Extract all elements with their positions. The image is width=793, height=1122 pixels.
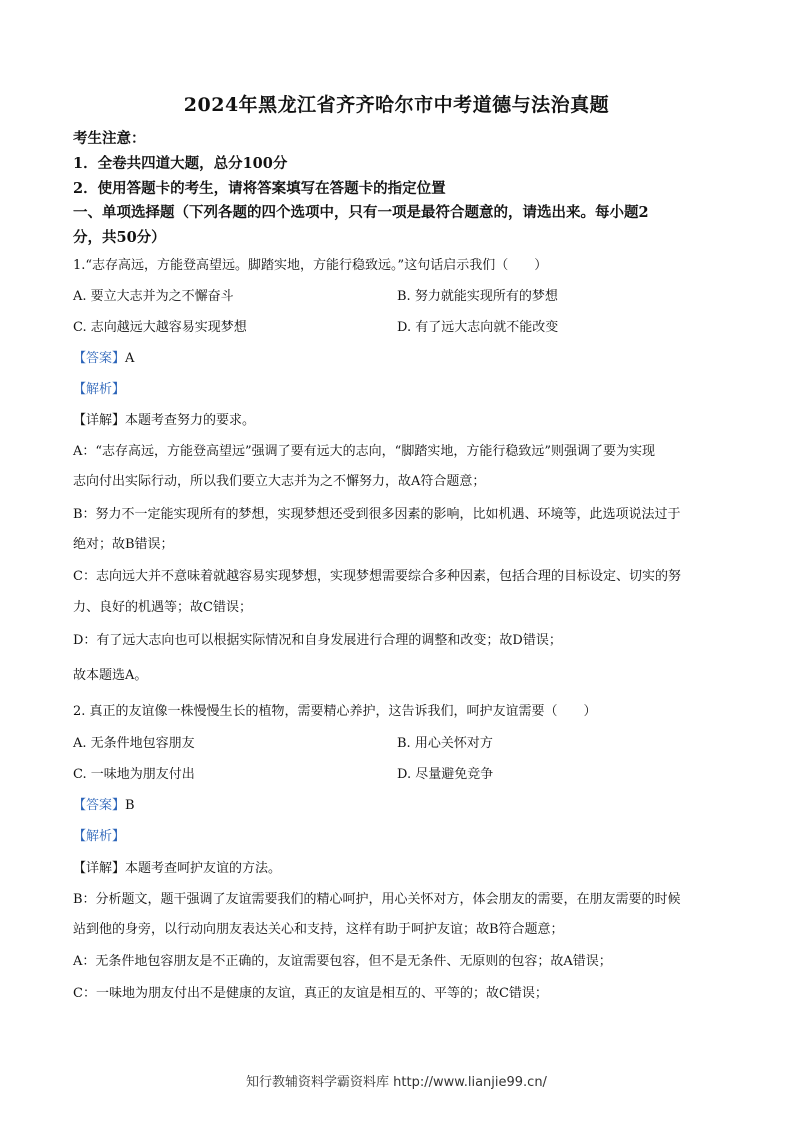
q1-explain-c-line2: 力、良好的机遇等；故C错误； <box>73 600 252 615</box>
q1-detail: 【详解】本题考查努力的要求。 <box>73 413 256 428</box>
q2-explain-b-line2: 站到他的身旁，以行动向朋友表达关心和支持，这样有助于呵护友谊；故B符合题意； <box>73 922 564 937</box>
q2-option-a: A. 无条件地包容朋友 <box>73 736 195 751</box>
q1-option-b: B. 努力就能实现所有的梦想 <box>397 289 558 304</box>
q1-explain-a-line1: A：“志存高远，方能登高望远”强调了要有远大的志向，“脚踏实地，方能行稳致远”则强调了要为实现 <box>73 444 655 459</box>
q2-answer-line <box>73 794 135 813</box>
q2-explain-a: A：无条件地包容朋友是不正确的，友谊需要包容，但不是无条件、无原则的包容；故A错误； <box>73 954 612 969</box>
section-heading-line2: 分，共50分） <box>73 229 166 246</box>
q1-analysis-tag: 【解析】 <box>73 382 126 397</box>
q2-explain-b-line1: B：分析题文，题干强调了友谊需要我们的精心呵护，用心关怀对方，体会朋友的需要，在朋友需要的时候 <box>73 892 681 907</box>
notice-item-1: 1．全卷共四道大题，总分100分 <box>73 155 288 172</box>
q1-option-a: A. 要立大志并为之不懈奋斗 <box>73 289 234 304</box>
q2-detail: 【详解】本题考查呵护友谊的方法。 <box>73 861 282 876</box>
q1-answer: A <box>125 351 135 366</box>
q2-explain-c: C：一味地为朋友付出不是健康的友谊，真正的友谊是相互的、平等的；故C错误； <box>73 986 548 1001</box>
q2-analysis-tag: 【解析】 <box>73 829 126 844</box>
q1-explain-b-line1: B：努力不一定能实现所有的梦想，实现梦想还受到很多因素的影响，比如机遇、环境等，此选项说法过于 <box>73 507 681 522</box>
q1-answer-tag: 【答案】 <box>73 351 126 366</box>
notice-heading: 考生注意： <box>73 130 146 147</box>
q1-explain-d: D：有了远大志向也可以根据实际情况和自身发展进行合理的调整和改变；故D错误； <box>73 633 562 648</box>
q2-option-b: B. 用心关怀对方 <box>397 736 493 751</box>
footer-watermark: 知行教辅资料学霸资料库 http://www.lianjie99.cn/ <box>246 1075 547 1090</box>
q1-option-d: D. 有了远大志向就不能改变 <box>397 320 559 335</box>
q1-option-c: C. 志向越远大越容易实现梦想 <box>73 320 247 335</box>
q2-stem: 2. 真正的友谊像一株慢慢生长的植物，需要精心养护，这告诉我们，呵护友谊需要（ ） <box>73 704 597 719</box>
notice-item-2: 2．使用答题卡的考生，请将答案填写在答题卡的指定位置 <box>73 180 446 197</box>
page-title: 2024年黑龙江省齐齐哈尔市中考道德与法治真题 <box>183 94 610 116</box>
q1-stem: 1.“志存高远，方能登高望远。脚踏实地，方能行稳致远。”这句话启示我们（ ） <box>73 258 548 273</box>
q2-option-d: D. 尽量避免竞争 <box>397 767 494 782</box>
q2-option-c: C. 一味地为朋友付出 <box>73 767 195 782</box>
q1-answer-line <box>73 347 134 366</box>
q1-explain-b-line2: 绝对；故B错误； <box>73 537 174 552</box>
section-heading-line1: 一、单项选择题（下列各题的四个选项中，只有一项是最符合题意的，请选出来。每小题2 <box>73 204 649 221</box>
q1-conclusion: 故本题选A。 <box>73 668 148 683</box>
q2-answer-tag: 【答案】 <box>73 798 126 813</box>
q2-answer: B <box>125 798 135 813</box>
q1-explain-c-line1: C：志向远大并不意味着就越容易实现梦想，实现梦想需要综合多种因素，包括合理的目标设定、切实的努 <box>73 569 681 584</box>
q1-explain-a-line2: 志向付出实际行动，所以我们要立大志并为之不懈努力，故A符合题意； <box>73 474 486 489</box>
